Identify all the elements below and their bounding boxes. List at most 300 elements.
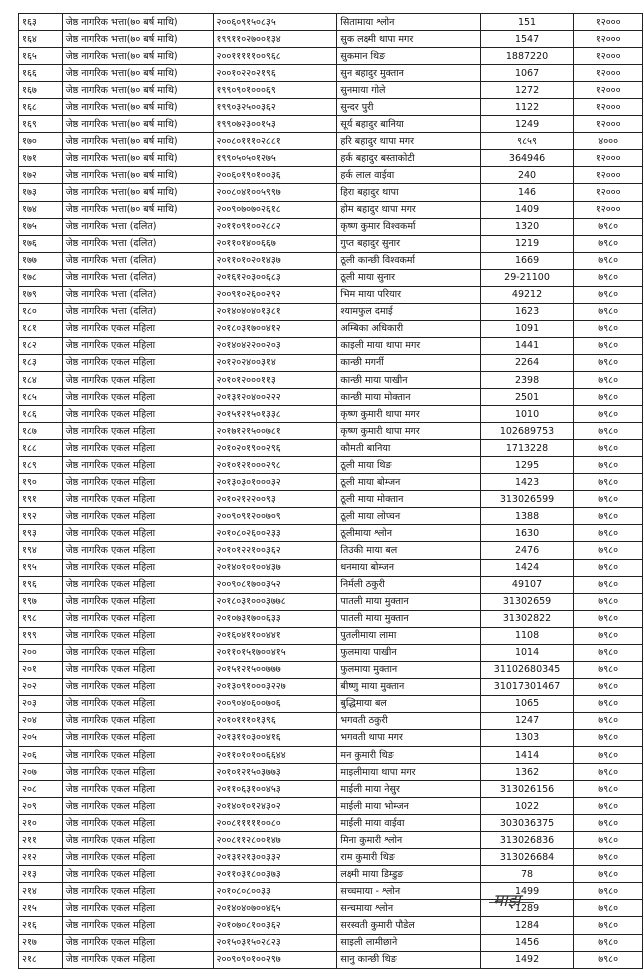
table-row (19, 644, 643, 661)
beneficiary-name-cell: बीष्णु माया मुक्तान (337, 678, 480, 695)
beneficiary-name-cell: कृष्ण कुमारी थापा मगर (337, 423, 480, 440)
beneficiary-name-cell: माईली माया वाईवा (337, 815, 480, 832)
beneficiary-name-cell: मिना कुमारी श्लोन (337, 832, 480, 849)
table-row (19, 440, 643, 457)
allowance-category-cell: जेष्ठ नागरिक एकल महिला (62, 695, 213, 712)
account-number-cell: 1022 (480, 798, 574, 815)
account-number-cell: 1456 (480, 934, 574, 951)
amount-cell: ७९८० (574, 559, 643, 576)
registration-number-cell: २०१८०३१०००३७७८ (213, 593, 337, 610)
table-row (19, 303, 643, 320)
registration-number-cell: २०१५०३१५०२८२३ (213, 934, 337, 951)
registration-number-cell: २००९०८१७००३५२ (213, 576, 337, 593)
serial-number-cell: १८३ (19, 354, 63, 371)
account-number-cell: 31302822 (480, 610, 574, 627)
registration-number-cell: २०१०१२०००११३ (213, 371, 337, 388)
table-row (19, 508, 643, 525)
amount-cell: १२००० (574, 116, 643, 133)
account-number-cell: 1108 (480, 627, 574, 644)
beneficiary-name-cell: काइली माया थापा मगर (337, 337, 480, 354)
amount-cell: ७९८० (574, 934, 643, 951)
account-number-cell: 1424 (480, 559, 574, 576)
table-row (19, 576, 643, 593)
beneficiary-name-cell: कृष्ण कुमारी थापा मगर (337, 406, 480, 423)
table-row (19, 695, 643, 712)
allowance-category-cell: जेष्ठ नागरिक भत्ता(७० बर्ष माथि) (62, 65, 213, 82)
beneficiary-name-cell: फुलमाया मुक्तान (337, 661, 480, 678)
beneficiary-name-cell: श्यामफुल दमाई (337, 303, 480, 320)
allowance-category-cell: जेष्ठ नागरिक एकल महिला (62, 781, 213, 798)
registration-number-cell: २०१०१११०१३९६ (213, 712, 337, 729)
account-number-cell: 1630 (480, 525, 574, 542)
beneficiary-name-cell: ठूली माया लोप्चन (337, 508, 480, 525)
serial-number-cell: १७७ (19, 252, 63, 269)
beneficiary-name-cell: कान्छी माया मोक्तान (337, 389, 480, 406)
table-row (19, 559, 643, 576)
amount-cell: ७९८० (574, 764, 643, 781)
account-number-cell: 313026156 (480, 781, 574, 798)
beneficiary-table-body (19, 14, 643, 969)
registration-number-cell: २०१४०४०७००४६५ (213, 900, 337, 917)
serial-number-cell: १६४ (19, 31, 63, 48)
table-row (19, 729, 643, 746)
registration-number-cell: २०११०३१८००३७३ (213, 866, 337, 883)
allowance-category-cell: जेष्ठ नागरिक एकल महिला (62, 798, 213, 815)
allowance-category-cell: जेष्ठ नागरिक भत्ता (दलित) (62, 235, 213, 252)
account-number-cell: 1623 (480, 303, 574, 320)
table-row (19, 832, 643, 849)
amount-cell: ७९८० (574, 542, 643, 559)
amount-cell: ७९८० (574, 337, 643, 354)
amount-cell: ७९८० (574, 252, 643, 269)
serial-number-cell: १८९ (19, 457, 63, 474)
serial-number-cell: १८५ (19, 389, 63, 406)
account-number-cell: 240 (480, 167, 574, 184)
registration-number-cell: २००९०९०१००२९७ (213, 951, 337, 968)
registration-number-cell: २००८०१११०२८८१ (213, 133, 337, 150)
registration-number-cell: २००६०९१५०८३५ (213, 14, 337, 31)
registration-number-cell: २०१२०२४००३१४ (213, 354, 337, 371)
beneficiary-name-cell: भगवती थापा मगर (337, 729, 480, 746)
account-number-cell: 1249 (480, 116, 574, 133)
beneficiary-name-cell: ठूली माया थिङ (337, 457, 480, 474)
account-number-cell: 1122 (480, 99, 574, 116)
registration-number-cell: २०११०६३१००४५३ (213, 781, 337, 798)
serial-number-cell: १७४ (19, 201, 63, 218)
account-number-cell: 1014 (480, 644, 574, 661)
account-number-cell: 1091 (480, 320, 574, 337)
beneficiary-name-cell: लक्ष्मी माया डिम्डुङ (337, 866, 480, 883)
beneficiary-name-cell: हर्क बहादुर बस्ताकोटी (337, 150, 480, 167)
beneficiary-name-cell: भगवती ठकुरी (337, 712, 480, 729)
allowance-category-cell: जेष्ठ नागरिक भत्ता(७० बर्ष माथि) (62, 99, 213, 116)
serial-number-cell: १६६ (19, 65, 63, 82)
allowance-category-cell: जेष्ठ नागरिक एकल महिला (62, 525, 213, 542)
allowance-category-cell: जेष्ठ नागरिक एकल महिला (62, 440, 213, 457)
beneficiary-name-cell: हरि बहादुर थापा मगर (337, 133, 480, 150)
table-row (19, 457, 643, 474)
table-row (19, 951, 643, 968)
registration-number-cell: २०१०२०१९००२९६ (213, 440, 337, 457)
registration-number-cell: २००९०७०७०२६१८ (213, 201, 337, 218)
beneficiary-table (18, 13, 643, 969)
account-number-cell: 1320 (480, 218, 574, 235)
registration-number-cell: २००९०४०६००७०६ (213, 695, 337, 712)
registration-number-cell: २०१०८०२६००२३३ (213, 525, 337, 542)
amount-cell: ७९८० (574, 644, 643, 661)
account-number-cell: 31102680345 (480, 661, 574, 678)
serial-number-cell: १८२ (19, 337, 63, 354)
allowance-category-cell: जेष्ठ नागरिक भत्ता (दलित) (62, 218, 213, 235)
registration-number-cell: २०१४०४२२००२०३ (213, 337, 337, 354)
beneficiary-name-cell: सन्चमाया श्लोन (337, 900, 480, 917)
amount-cell: ७९८० (574, 423, 643, 440)
beneficiary-name-cell: अम्बिका अधिकारी (337, 320, 480, 337)
table-row (19, 286, 643, 303)
allowance-category-cell: जेष्ठ नागरिक एकल महिला (62, 508, 213, 525)
account-number-cell: 49107 (480, 576, 574, 593)
allowance-category-cell: जेष्ठ नागरिक एकल महिला (62, 423, 213, 440)
allowance-category-cell: जेष्ठ नागरिक एकल महिला (62, 934, 213, 951)
registration-number-cell: २०१६०४११००४४१ (213, 627, 337, 644)
account-number-cell: 1669 (480, 252, 574, 269)
table-row (19, 917, 643, 934)
amount-cell: ७९८० (574, 440, 643, 457)
beneficiary-list-sheet (18, 13, 643, 969)
account-number-cell: 31017301467 (480, 678, 574, 695)
account-number-cell: 1547 (480, 31, 574, 48)
serial-number-cell: १६८ (19, 99, 63, 116)
beneficiary-name-cell: धनमाया बोम्जन (337, 559, 480, 576)
serial-number-cell: २०९ (19, 798, 63, 815)
serial-number-cell: २०७ (19, 764, 63, 781)
serial-number-cell: १७१ (19, 150, 63, 167)
serial-number-cell: १७३ (19, 184, 63, 201)
allowance-category-cell: जेष्ठ नागरिक एकल महिला (62, 320, 213, 337)
allowance-category-cell: जेष्ठ नागरिक एकल महिला (62, 951, 213, 968)
allowance-category-cell: जेष्ठ नागरिक एकल महिला (62, 491, 213, 508)
serial-number-cell: २०५ (19, 729, 63, 746)
allowance-category-cell: जेष्ठ नागरिक एकल महिला (62, 712, 213, 729)
account-number-cell: 1441 (480, 337, 574, 354)
account-number-cell: 1284 (480, 917, 574, 934)
registration-number-cell: २०१०७३१७००६३३ (213, 610, 337, 627)
serial-number-cell: २१० (19, 815, 63, 832)
allowance-category-cell: जेष्ठ नागरिक एकल महिला (62, 747, 213, 764)
account-number-cell: 1713228 (480, 440, 574, 457)
beneficiary-name-cell: तिउकी माया बल (337, 542, 480, 559)
account-number-cell: 364946 (480, 150, 574, 167)
serial-number-cell: १९० (19, 474, 63, 491)
account-number-cell: 1423 (480, 474, 574, 491)
registration-number-cell: २०१४०१०१००४३७ (213, 559, 337, 576)
account-number-cell: 102689753 (480, 423, 574, 440)
registration-number-cell: २०११०१०२०१४३७ (213, 252, 337, 269)
allowance-category-cell: जेष्ठ नागरिक भत्ता (दलित) (62, 269, 213, 286)
amount-cell: ७९८० (574, 729, 643, 746)
registration-number-cell: २०१३०३०१०००३२ (213, 474, 337, 491)
allowance-category-cell: जेष्ठ नागरिक भत्ता(७० बर्ष माथि) (62, 48, 213, 65)
beneficiary-name-cell: सुक लक्ष्मी थापा मगर (337, 31, 480, 48)
beneficiary-name-cell: कौमती बानिया (337, 440, 480, 457)
serial-number-cell: २०१ (19, 661, 63, 678)
beneficiary-name-cell: भिम माया परियार (337, 286, 480, 303)
serial-number-cell: १६७ (19, 82, 63, 99)
beneficiary-name-cell: हिरा बहादुर थापा (337, 184, 480, 201)
account-number-cell: 2501 (480, 389, 574, 406)
account-number-cell: 2264 (480, 354, 574, 371)
registration-number-cell: २०१३०९१०००३२२७ (213, 678, 337, 695)
registration-number-cell: १९९११०२७००१३४ (213, 31, 337, 48)
account-number-cell: 1010 (480, 406, 574, 423)
serial-number-cell: १८१ (19, 320, 63, 337)
amount-cell: ७९८० (574, 883, 643, 900)
serial-number-cell: १८४ (19, 371, 63, 388)
amount-cell: १२००० (574, 14, 643, 31)
table-row (19, 252, 643, 269)
amount-cell: ७९८० (574, 389, 643, 406)
beneficiary-name-cell: हर्क लाल वाईवा (337, 167, 480, 184)
registration-number-cell: १९९०३२५००३६२ (213, 99, 337, 116)
account-number-cell: 1492 (480, 951, 574, 968)
serial-number-cell: १६५ (19, 48, 63, 65)
allowance-category-cell: जेष्ठ नागरिक एकल महिला (62, 559, 213, 576)
amount-cell: ७९८० (574, 474, 643, 491)
amount-cell: १२००० (574, 48, 643, 65)
account-number-cell: 313026599 (480, 491, 574, 508)
amount-cell: ७९८० (574, 815, 643, 832)
account-number-cell: 313026684 (480, 849, 574, 866)
table-row (19, 542, 643, 559)
amount-cell: ७९८० (574, 303, 643, 320)
amount-cell: ७९८० (574, 900, 643, 917)
table-row (19, 627, 643, 644)
serial-number-cell: १८७ (19, 423, 63, 440)
beneficiary-name-cell: ठूलीमाया श्लोन (337, 525, 480, 542)
account-number-cell: 1499 (480, 883, 574, 900)
allowance-category-cell: जेष्ठ नागरिक एकल महिला (62, 474, 213, 491)
table-row (19, 48, 643, 65)
table-row (19, 65, 643, 82)
serial-number-cell: १७८ (19, 269, 63, 286)
table-row (19, 337, 643, 354)
account-number-cell: ९८५९ (480, 133, 574, 150)
registration-number-cell: २०१०१२२१००३६२ (213, 542, 337, 559)
serial-number-cell: १९५ (19, 559, 63, 576)
table-row (19, 610, 643, 627)
beneficiary-name-cell: राम कुमारी थिङ (337, 849, 480, 866)
registration-number-cell: १९९०५०५०१२७५ (213, 150, 337, 167)
allowance-category-cell: जेष्ठ नागरिक एकल महिला (62, 354, 213, 371)
amount-cell: १२००० (574, 150, 643, 167)
allowance-category-cell: जेष्ठ नागरिक भत्ता(७० बर्ष माथि) (62, 14, 213, 31)
registration-number-cell: २००६०१९०१००३६ (213, 167, 337, 184)
amount-cell: ७९८० (574, 354, 643, 371)
registration-number-cell: २०१७१२१५००७८१ (213, 423, 337, 440)
allowance-category-cell: जेष्ठ नागरिक भत्ता(७० बर्ष माथि) (62, 133, 213, 150)
serial-number-cell: २१३ (19, 866, 63, 883)
serial-number-cell: १९९ (19, 627, 63, 644)
serial-number-cell: २०० (19, 644, 63, 661)
serial-number-cell: १६३ (19, 14, 63, 31)
allowance-category-cell: जेष्ठ नागरिक एकल महिला (62, 832, 213, 849)
table-row (19, 406, 643, 423)
allowance-category-cell: जेष्ठ नागरिक एकल महिला (62, 593, 213, 610)
registration-number-cell: २०१०८०८००३३ (213, 883, 337, 900)
amount-cell: ७९८० (574, 610, 643, 627)
beneficiary-name-cell: सुन बहादुर मुक्तान (337, 65, 480, 82)
account-number-cell: 1303 (480, 729, 574, 746)
table-row (19, 712, 643, 729)
beneficiary-name-cell: सूर्य बहादुर बानिया (337, 116, 480, 133)
allowance-category-cell: जेष्ठ नागरिक एकल महिला (62, 815, 213, 832)
serial-number-cell: २१७ (19, 934, 63, 951)
account-number-cell: 1414 (480, 747, 574, 764)
beneficiary-name-cell: निर्मली ठकुरी (337, 576, 480, 593)
beneficiary-name-cell: माइलीमाया थापा मगर (337, 764, 480, 781)
amount-cell: ७९८० (574, 406, 643, 423)
table-row (19, 747, 643, 764)
amount-cell: १२००० (574, 82, 643, 99)
table-row (19, 82, 643, 99)
beneficiary-name-cell: माईली माया भोम्जन (337, 798, 480, 815)
registration-number-cell: २००८०४१००५९९७ (213, 184, 337, 201)
serial-number-cell: १९६ (19, 576, 63, 593)
allowance-category-cell: जेष्ठ नागरिक भत्ता(७० बर्ष माथि) (62, 201, 213, 218)
table-row (19, 798, 643, 815)
account-number-cell: 2398 (480, 371, 574, 388)
amount-cell: १२००० (574, 31, 643, 48)
serial-number-cell: १९२ (19, 508, 63, 525)
registration-number-cell: २०१०१२१५०३७७३ (213, 764, 337, 781)
amount-cell: १२००० (574, 65, 643, 82)
account-number-cell: 1409 (480, 201, 574, 218)
amount-cell: ७९८० (574, 832, 643, 849)
registration-number-cell: २०१३१२०४००२२२ (213, 389, 337, 406)
beneficiary-name-cell: कान्छी मगर्नी (337, 354, 480, 371)
beneficiary-name-cell: माईली माया नेसुर (337, 781, 480, 798)
serial-number-cell: १७९ (19, 286, 63, 303)
table-row (19, 167, 643, 184)
account-number-cell: 151 (480, 14, 574, 31)
account-number-cell: 49212 (480, 286, 574, 303)
account-number-cell: 1295 (480, 457, 574, 474)
amount-cell: ७९८० (574, 593, 643, 610)
table-row (19, 781, 643, 798)
beneficiary-name-cell: ठूली माया सुनार (337, 269, 480, 286)
serial-number-cell: २०४ (19, 712, 63, 729)
registration-number-cell: २०१६१२०३००६८३ (213, 269, 337, 286)
table-row (19, 235, 643, 252)
registration-number-cell: २००८१११११००८० (213, 815, 337, 832)
allowance-category-cell: जेष्ठ नागरिक भत्ता(७० बर्ष माथि) (62, 31, 213, 48)
beneficiary-name-cell: साइली लामीछाने (337, 934, 480, 951)
allowance-category-cell: जेष्ठ नागरिक एकल महिला (62, 764, 213, 781)
table-row (19, 593, 643, 610)
table-row (19, 661, 643, 678)
registration-number-cell: २०१०७०८१००३६२ (213, 917, 337, 934)
account-number-cell: 1362 (480, 764, 574, 781)
amount-cell: ७९८० (574, 371, 643, 388)
registration-number-cell: १९९०९०१०००६९ (213, 82, 337, 99)
handwritten-signature: माझ (493, 888, 520, 911)
amount-cell: ७९८० (574, 798, 643, 815)
account-number-cell: 2476 (480, 542, 574, 559)
amount-cell: १२००० (574, 184, 643, 201)
table-row (19, 116, 643, 133)
beneficiary-name-cell: ठूली माया मोक्तान (337, 491, 480, 508)
beneficiary-name-cell: सरस्वती कुमारी पौडेल (337, 917, 480, 934)
allowance-category-cell: जेष्ठ नागरिक एकल महिला (62, 849, 213, 866)
account-number-cell: 1887220 (480, 48, 574, 65)
amount-cell: ७९८० (574, 849, 643, 866)
amount-cell: ७९८० (574, 747, 643, 764)
registration-number-cell: २०१४०१०१२४३०२ (213, 798, 337, 815)
allowance-category-cell: जेष्ठ नागरिक एकल महिला (62, 457, 213, 474)
amount-cell: ४००० (574, 133, 643, 150)
table-row (19, 184, 643, 201)
serial-number-cell: १९३ (19, 525, 63, 542)
table-row (19, 678, 643, 695)
table-row (19, 474, 643, 491)
amount-cell: ७९८० (574, 218, 643, 235)
table-row (19, 849, 643, 866)
registration-number-cell: २०११०१०१००६६४४ (213, 747, 337, 764)
allowance-category-cell: जेष्ठ नागरिक एकल महिला (62, 542, 213, 559)
table-row (19, 320, 643, 337)
amount-cell: ७९८० (574, 457, 643, 474)
allowance-category-cell: जेष्ठ नागरिक भत्ता (दलित) (62, 303, 213, 320)
registration-number-cell: २०१३१२१३००३३२ (213, 849, 337, 866)
allowance-category-cell: जेष्ठ नागरिक भत्ता(७० बर्ष माथि) (62, 184, 213, 201)
serial-number-cell: २०६ (19, 747, 63, 764)
serial-number-cell: १७२ (19, 167, 63, 184)
allowance-category-cell: जेष्ठ नागरिक एकल महिला (62, 917, 213, 934)
beneficiary-name-cell: पुतलीमाया लामा (337, 627, 480, 644)
allowance-category-cell: जेष्ठ नागरिक एकल महिला (62, 371, 213, 388)
table-row (19, 883, 643, 900)
amount-cell: ७९८० (574, 866, 643, 883)
amount-cell: ७९८० (574, 491, 643, 508)
beneficiary-name-cell: सच्चमाया - श्लोन (337, 883, 480, 900)
amount-cell: ७९८० (574, 269, 643, 286)
allowance-category-cell: जेष्ठ नागरिक एकल महिला (62, 406, 213, 423)
registration-number-cell: २००९१०२६००२९२ (213, 286, 337, 303)
amount-cell: ७९८० (574, 917, 643, 934)
table-row (19, 354, 643, 371)
account-number-cell: 29-21100 (480, 269, 574, 286)
serial-number-cell: १९७ (19, 593, 63, 610)
account-number-cell: 1247 (480, 712, 574, 729)
allowance-category-cell: जेष्ठ नागरिक एकल महिला (62, 678, 213, 695)
table-row (19, 218, 643, 235)
serial-number-cell: २१६ (19, 917, 63, 934)
registration-number-cell: २०१४०४०४०१३८१ (213, 303, 337, 320)
beneficiary-name-cell: सुनमाया गोले (337, 82, 480, 99)
registration-number-cell: २०१८०३१७००४१२ (213, 320, 337, 337)
serial-number-cell: १७६ (19, 235, 63, 252)
beneficiary-name-cell: सानु कान्छी थिङ (337, 951, 480, 968)
allowance-category-cell: जेष्ठ नागरिक एकल महिला (62, 883, 213, 900)
amount-cell: ७९८० (574, 576, 643, 593)
beneficiary-name-cell: सुकमान थिङ (337, 48, 480, 65)
allowance-category-cell: जेष्ठ नागरिक भत्ता(७० बर्ष माथि) (62, 116, 213, 133)
serial-number-cell: १७५ (19, 218, 63, 235)
serial-number-cell: २११ (19, 832, 63, 849)
allowance-category-cell: जेष्ठ नागरिक एकल महिला (62, 661, 213, 678)
allowance-category-cell: जेष्ठ नागरिक एकल महिला (62, 644, 213, 661)
amount-cell: ७९८० (574, 712, 643, 729)
